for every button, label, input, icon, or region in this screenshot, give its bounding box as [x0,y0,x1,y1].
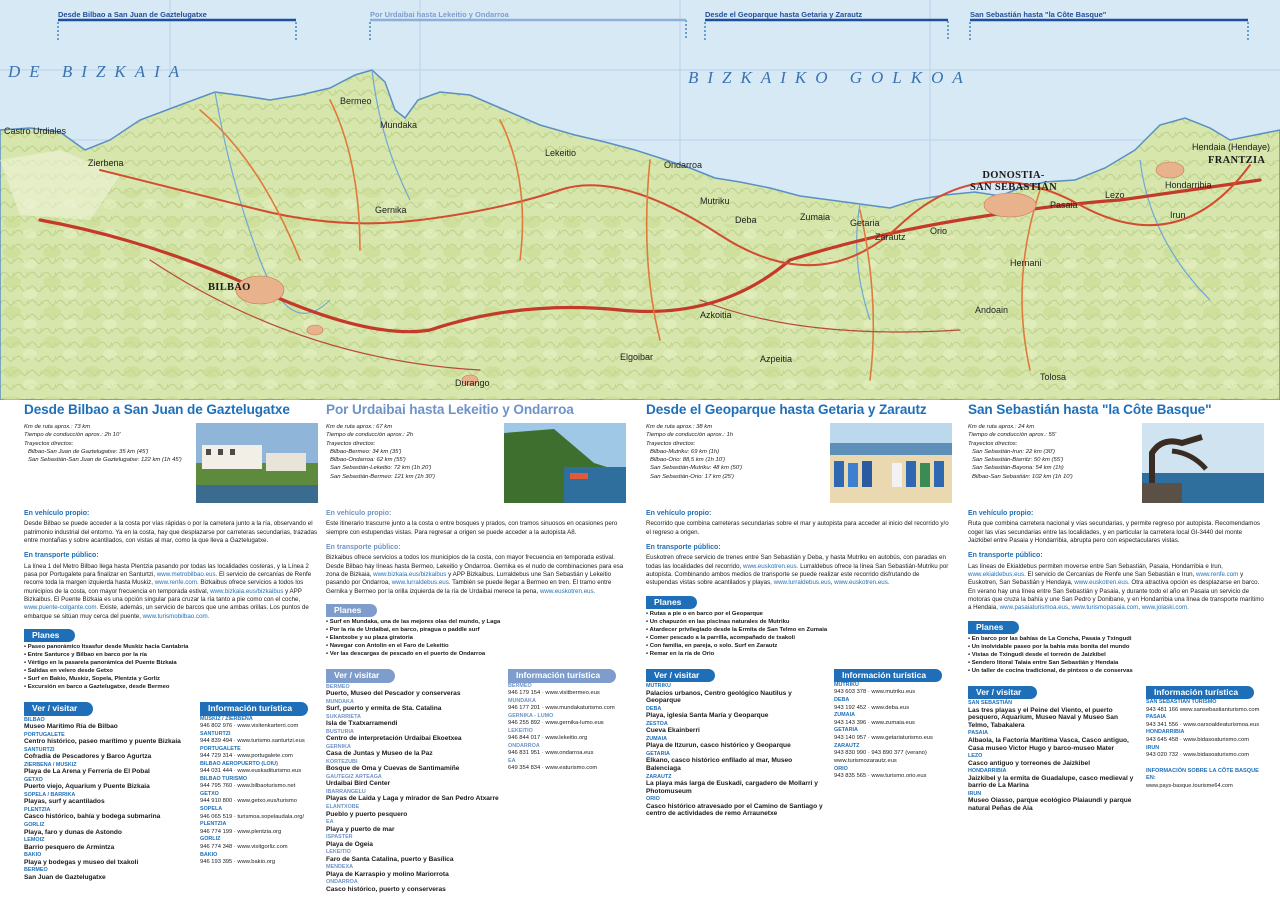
plan-item: • Remar en la ría de Orio [646,651,952,659]
visit-item: Playa, faro y dunas de Astondo [24,828,122,836]
info-contact[interactable]: 943 645 458 · www.bidasoaturismo.com [1146,736,1250,743]
visit-item: Cueva Ekainberri [646,727,700,735]
planes-list [968,636,1264,676]
planes-list [646,611,952,659]
info-town: ONDARROA [508,742,540,749]
route-fact: Km de ruta aprox.: 67 km [326,423,393,430]
visit-town: SUKARRIETA [326,713,361,720]
info-office [508,758,626,773]
plan-item: • Elantxobe y su plaza giratoria [326,635,626,643]
transport-text: La línea 1 del Metro Bilbao llega hasta Plentzia pasando por todas las localidades costeras, y la Línea 2 pasa por Portugalete para finalizar en Santurtzi, www.metrobilbao.eus. El servicio de cercanías de Renfe recorre toda la margen izquierda hasta Muskiz, www.renfe.com. Bizkaibus ofrece servicios a todos los municipios de la costa, con mayor frecuencia en temporada estival, www.bizkaia.eus/bizkaibus y APP Bizkaibus. El Puente Bizkaia es una opción singular para cruzar la ría tanto a pie como con el coche, www.puente-colgante.com. Existe, además, un servicio de barcos que une ambas orillas. Los puntos de embarque se sitúan muy cerca del puente, www.turismobilbao.com. [24,562,312,620]
info-office [508,713,626,728]
place-name: Pasaia [1050,200,1078,210]
route-facts [646,423,742,503]
info-town: GORLIZ [200,836,221,843]
visit-section [326,661,500,893]
info-section [834,661,952,818]
info-town: MUSKIZ / ZIERBENA [200,715,253,722]
transport-heading: En transporte público: [646,544,721,551]
planes-header: Planes [968,621,1019,634]
place-name: Ondarroa [664,160,703,170]
route-map[interactable] [0,0,1280,400]
visit-town: ZARAUTZ [646,773,672,780]
place-name: Lekeitio [545,148,577,158]
visit-town: IRUN [968,790,982,797]
route-facts [326,423,435,503]
info-town: SANTURTZI [200,730,231,737]
route-fact: Bilbao-San Juan de Gaztelugatxe: 35 km (45') [28,448,149,455]
sea-label-bizkaia: DE BIZKAIA [8,62,189,81]
info-office [834,682,952,697]
route-fact: San Sebastián-Bermeo: 121 km (1h 30') [330,473,435,480]
place-name: Tolosa [1040,372,1067,382]
info-town: EA [508,758,516,765]
planes-header: Planes [326,604,377,617]
visit-item: Jaizkibel y la ermita de Guadalupe, casco medieval y barrio de La Marina [968,774,1134,790]
planes-header: Planes [646,596,697,609]
place-name: Zarautz [875,232,906,242]
info-town: BILBAO TURISMO [200,776,248,783]
route-panel-4 [968,402,1264,918]
place-name: Gernika [375,205,407,215]
route-fact: San Sebastián-Mutriku: 48 km (50') [650,465,743,472]
car-text: Desde Bilbao se puede acceder a la costa por vías rápidas o por la carretera junto a la ría, observando el patrimonio industrial del entorno. Ya en la costa, hay que desplazarse por carreteras secundarias, trazadas entre montañas y sobre acantilados, con vistas al mar, como la que lleva a Gaztelugatxe. [24,520,318,544]
place-name: Lezo [1105,190,1125,200]
map-route-label-1: Desde Bilbao a San Juan de Gaztelugatxe [58,10,207,19]
info-town: PORTUGALETE [200,745,241,752]
info-town: IRUN [1146,744,1160,751]
photo-zarautz [830,423,952,503]
visit-item: Centro histórico, paseo marítimo y puente Bizkaia [24,738,181,746]
visit-item: Casco histórico atravesado por el Camino de Santiago y centro de actividades de remo Arraunetxe [646,802,823,818]
place-name: Elgoibar [620,352,654,362]
plan-item: • Surf en Bakio, Muskiz, Sopela, Plentzia y Gorliz [24,676,318,684]
info-office [1146,745,1264,760]
visit-town: ISPASTER [326,834,353,841]
transport-text: Las líneas de Ekialdebus permiten moverse entre San Sebastián, Pasaia, Hondarribia e Irun, www.ekialdebus.eus. El servicio de Cercanías de Renfe une San Sebastián e Irun, www.renfe.com y Euskotren, San Sebastián y Hendaya, www.euskotren.eus. Otra atractiva opción es desplazarse en barco. En verano hay una línea entre San Sebastián y Pasaia, y durante todo el año en Pasaia un servicio de motoras que cruza la bahía y une San Pedro y Donibane, y en Hondarribia una línea de transporte marítimo a Hendaia, www.pasaiaturismoa.eus, www.turismopasaia.com, www.jolaski.com. [968,562,1264,612]
info-office [834,743,952,766]
visit-town: DEBA [646,705,662,712]
info-town: ZARAUTZ [834,742,860,749]
info-contact[interactable]: 943 603 378 · www.mutriku.eus [834,689,916,696]
visit-item: La playa más larga de Euskadi, cargadero de Mollarri y Photomuseum [646,780,818,795]
route-fact: Bilbao-Bermeo: 34 km (35') [330,448,402,455]
route-fact: San Sebastián-Bayona: 54 km (1h) [972,465,1064,472]
cote-basque-title: INFORMACIÓN SOBRE LA CÔTE BASQUE EN: [1146,767,1259,782]
route-fact: Bilbao-Orio: 88,5 km (1h 10') [650,457,726,464]
visit-item: Playa de Karraspio y molino Mariorrota [326,870,449,878]
info-office [200,731,318,746]
info-contact[interactable]: 946 255 892 · www.gernika-lumo.eus [508,720,604,727]
route-fact: Km de ruta aprox.: 24 km [968,423,1035,430]
planes-list [24,644,318,692]
visit-town: BERMEO [24,867,48,874]
visit-town: SAN SEBASTIÁN [968,700,1013,707]
info-office [200,761,318,776]
plan-item: • Un inolvidable paseo por la bahía más bonita del mundo [968,644,1264,652]
visit-item: Playa de La Arena y Ferrería de El Pobal [24,768,150,776]
visit-item: Museo Marítimo Ría de Bilbao [24,723,118,731]
place-name: Deba [735,215,757,225]
info-header: Información turística [508,669,616,682]
visit-town: HONDARRIBIA [968,768,1007,775]
visit-town: LEMOIZ [24,837,45,844]
info-contact[interactable]: 946 065 519 · turismoa.sopelaudala.org/ [200,813,305,820]
info-town: BAKIO [200,851,218,858]
info-office [200,716,318,731]
visit-town: BERMEO [326,683,350,690]
place-name: Hondarribia [1165,180,1212,190]
info-town: PLENTZIA [200,821,227,828]
route-fact: Km de ruta aprox.: 38 km [646,423,713,430]
car-text: Recorrido que combina carreteras secundarias sobre el mar y autopista para acceder al inicio del recorrido y/o el regreso a origen. [646,520,949,536]
visit-town: PLENTZIA [24,806,51,813]
visit-town: EA [326,819,334,826]
info-town: GERNIKA - LUMO [508,712,554,719]
plan-item: • Un taller de cocina tradicional, de pintxos o de conservas [968,668,1264,676]
info-contact[interactable]: 946 193 395 · www.bakio.org [200,858,276,865]
info-contact[interactable]: 944 839 494 · www.turismo.santurtzi.eus [200,737,305,744]
route-facts [24,423,182,503]
place-name: Mutriku [700,196,730,206]
route-fact: Trayectos directos: [24,440,74,447]
info-contact[interactable]: 946 844 017 · www.lekeitio.org [508,735,588,742]
info-office [834,727,952,742]
visit-item: Bosque de Oma y Cuevas de Santimamiñe [326,765,460,773]
info-section [200,694,318,881]
route-fact: Bilbao-San Sebastián: 102 km (1h 10') [972,473,1073,480]
visit-section [968,678,1138,813]
visit-town: MUTRIKU [646,683,671,690]
place-donostia: DONOSTIA- SAN SEBASTIÁN [970,170,1058,193]
panel-title: Desde Bilbao a San Juan de Gaztelugatxe [24,402,290,417]
plan-item: • Excursión en barco a Gaztelugatxe, desde Bermeo [24,684,318,692]
visit-item: Albaola, la Factoría Marítima Vasca, Casco antiguo, Casa museo Victor Hugo y barco-museo Mater [968,736,1129,752]
info-contact[interactable]: 943 192 452 · www.deba.eus [834,704,910,711]
photo-urdaibai [504,423,626,503]
car-heading: En vehículo propio: [968,509,1034,517]
info-contact[interactable]: 943 341 556 · www.oarsoaldeaturismoa.eus [1146,721,1260,728]
visit-header: Ver / visitar [326,669,395,682]
visit-town: MUNDAKA [326,698,354,705]
panel-title: San Sebastián hasta "la Côte Basque" [968,402,1212,417]
visit-item: Faro de Santa Catalina, puerto y Basílica [326,855,454,863]
route-panel-1 [24,402,318,918]
visit-section [24,694,192,881]
visit-item: Museo Oiasso, parque ecológico Plaiaundi y parque natural Peñas de Aia [968,797,1132,812]
visit-item: Las tres playas y el Peine del Viento, el puerto pesquero, Aquarium, Museo Naval y Museo San Telmo, Tabakalera [968,706,1118,729]
visit-town: PASAIA [968,730,988,737]
info-contact[interactable]: 943 830 990 · 943 890 377 (verano) www.turismozarautz.eus [834,749,927,764]
info-contact[interactable]: 943 020 732 · www.bidasoaturismo.com [1146,751,1250,758]
visit-item: Casa de Juntas y Museo de la Paz [326,750,433,758]
route-fact: Tiempo de conducción aprox.: 55' [968,432,1057,439]
info-contact[interactable]: 946 774 348 · www.visitgorliz.com [200,843,288,850]
cote-basque-info [1146,768,1264,791]
map-route-label-2: Por Urdaibai hasta Lekeitio y Ondarroa [370,10,509,19]
plan-item: • Paseo panorámico Itsasfur desde Muskiz hacia Cantabria [24,644,318,652]
route-fact: Trayectos directos: [326,440,376,447]
plan-item: • Comer pescado a la parrilla, acompañado de txakoli [646,635,952,643]
map-graphic [0,0,1280,400]
car-text: Este itinerario trascurre junto a la costa o entre bosques y prados, con tramos sinuosos en ocasiones pero siempre con estupendas vistas. Para regresar a origen se puede acceder a la autopista A8. [326,520,618,536]
route-fact: Bilbao-Mutriku: 69 km (1h) [650,448,720,455]
info-office [200,776,318,791]
route-fact: Tiempo de conducción aprox.: 2h [326,432,414,439]
route-fact: San Sebastián-Lekeitio: 72 km (1h 20') [330,465,432,472]
map-route-label-4: San Sebastián hasta "la Côte Basque" [970,10,1107,19]
info-contact[interactable]: 946 831 951 · www.ondarroa.eus [508,750,594,757]
visit-item: Casco histórico, bahía y bodega submarina [24,813,161,821]
visit-item: Surf, puerto y ermita de Sta. Catalina [326,705,442,713]
info-office [1146,714,1264,729]
info-town: HONDARRIBIA [1146,729,1185,736]
plan-item: • Entre Santurce y Bilbao en barco por la ría [24,652,318,660]
visit-town: GETARIA [646,750,670,757]
info-office [200,791,318,806]
route-fact: Trayectos directos: [646,440,696,447]
info-office [508,698,626,713]
visit-town: SANTURTZI [24,746,55,753]
visit-item: Palacios urbanos, Centro geológico Nautilus y Geoparque [646,689,792,705]
visit-item: Playa y bodegas y museo del txakoli [24,858,139,866]
route-fact: Bilbao-Ondarroa: 62 km (55') [330,457,406,464]
place-name: Irun [1170,210,1186,220]
info-contact[interactable]: 649 354 834 · www.eaturismo.com [508,765,598,772]
info-header: Información turística [200,702,308,715]
info-town: DEBA [834,697,850,704]
info-office [1146,699,1264,714]
info-office [834,766,952,781]
plan-item: • Navegar con Antolin en el Faro de Lekeitio [326,643,626,651]
place-name: Azpeitia [760,354,793,364]
plan-item: • Con familia, en pareja, o solo. Surf en Zarautz [646,643,952,651]
place-name: Zierbena [88,158,124,168]
info-contact[interactable]: 943 835 565 · www.turismo.orio.eus [834,772,927,779]
visit-town: KORTEZUBI [326,758,358,765]
visit-header: Ver / visitar [24,702,93,715]
car-heading: En vehículo propio: [24,509,90,517]
place-name: Hernani [1010,258,1042,268]
visit-item: Puerto, Museo del Pescador y conserveras [326,690,461,698]
plan-item: • Atardecer privilegiado desde la Ermita de San Telmo en Zumaia [646,627,952,635]
visit-item: Playa, iglesia Santa María y Geoparque [646,712,769,720]
info-contact[interactable]: 944 729 314 · www.portugalete.com [200,753,293,760]
visit-town: SOPELA / BARRIKA [24,791,76,798]
visit-town: LEKEITIO [326,849,351,856]
plan-item: • Ver las descargas de pescado en el puerto de Ondarroa [326,651,626,659]
info-town: BERMEO [508,682,532,689]
visit-item: Playas de Laida y Laga y mirador de San Pedro Atxarre [326,795,499,803]
info-contact[interactable]: 944 795 760 · www.bilbaoturismo.net [200,783,296,790]
visit-item: Playa de Itzurun, casco histórico y Geoparque [646,742,791,750]
info-town: SAN SEBASTIÁN TURISMO [1146,699,1217,706]
panel-title: Por Urdaibai hasta Lekeitio y Ondarroa [326,402,574,417]
info-office [200,836,318,851]
visit-item: Pueblo y puerto pesquero [326,810,408,818]
info-office [200,852,318,867]
place-name: Andoain [975,305,1009,315]
planes-list [326,619,626,659]
place-bilbao: BILBAO [208,282,251,293]
info-town: ORIO [834,765,848,772]
visit-item: Playa de Ogeia [326,840,373,848]
visit-town: ZESTOA [646,720,668,727]
place-name: Zumaia [800,212,831,222]
visit-town: ZIERBENA / MUSKIZ [24,761,77,768]
plan-item: • Sendero litoral Talaia entre San Sebastián y Hendaia [968,660,1264,668]
visit-item: Casco histórico, puerto y conserveras [326,885,446,893]
plan-item: • Rutas a pie o en barco por el Geoparque [646,611,952,619]
visit-town: ONDARROA [326,879,358,886]
info-office [834,697,952,712]
plan-item: • Por la ría de Urdaibai, en barco, piragua o paddle surf [326,627,626,635]
planes-header: Planes [24,629,75,642]
info-town: MUTRIKU [834,682,859,689]
transport-text: Euskotren ofrece servicio de trenes entre San Sebastián y Deba, y hasta Mutriku en autobús, con paradas en todas las localidades del recorrido, www.euskotren.eus. Lurraldebus ofrece la línea San Sebastián-Mutriku por autopista. Combinando ambos medios de transporte se puede realizar este recorrido disfrutando de estupendas vistas sobre acantilados y playas, www.lurraldebus.eus, www.euskotren.eus. [646,554,949,587]
plan-item: • Un chapuzón en las piscinas naturales de Mutriku [646,619,952,627]
info-section [508,661,626,893]
visit-town: GORLIZ [24,822,45,829]
transport-text: Bizkaibus ofrece servicios a todos los municipios de la costa, con mayor frecuencia en temporada estival. Desde Bilbao hay líneas hasta Bermeo, Lekeitio y Ondarroa. Gernika es el nudo de combinaciones para esa zona de Bizkaia, www.bizkaia.eus/bizkaibus y APP Bizkaibus. Lurraldebus une San Sebastián y Lekeitio pasando por Ondarroa, www.lurraldebus.eus. También se puede llegar a Bermeo en tren. El tramo entre Gernika y Bermeo por la orilla izquierda de la ría de Urdaibai merece la pena, www.euskotren.eus. [326,554,624,595]
info-header: Información turística [834,669,942,682]
cote-basque-link[interactable]: www.pays-basque.tourisme64.com [1146,782,1233,789]
visit-item: San Juan de Gaztelugatxe [24,873,106,881]
transport-heading: En transporte público: [326,544,401,551]
info-office [508,728,626,743]
info-town: GETARIA [834,727,858,734]
info-section [1146,678,1264,813]
visit-town: ORIO [646,796,660,803]
route-fact: Km de ruta aprox.: 73 km [24,423,91,430]
plan-item: • Salidas en velero desde Getxo [24,668,318,676]
photo-peine-del-viento [1142,423,1264,503]
visit-header: Ver / visitar [968,686,1037,699]
info-contact[interactable]: 944 031 444 · www.euskaditurismo.eus [200,768,302,775]
place-name: Azkoitia [700,310,732,320]
visit-item: Casco antiguo y torreones de Jaizkibel [968,759,1091,767]
info-contact[interactable]: 944 910 800 · www.getxo.eus/turismo [200,798,297,805]
info-town: GETXO [200,791,219,798]
info-office [508,683,626,698]
info-town: SOPELA [200,806,223,813]
route-fact: Trayectos directos: [968,440,1018,447]
plan-item: • Surf en Mundaka, una de las mejores olas del mundo, y Laga [326,619,626,627]
info-town: PASAIA [1146,714,1166,721]
place-name: Bermeo [340,96,372,106]
info-header: Información turística [1146,686,1254,699]
route-photo [1142,423,1264,503]
route-facts [968,423,1073,503]
visit-town: PORTUGALETE [24,731,65,738]
info-office [200,806,318,821]
info-contact[interactable]: 943 140 957 · www.getariaturismo.eus [834,734,933,741]
visit-item: Urdaibai Bird Center [326,780,391,788]
place-name: Mundaka [380,120,418,130]
info-office [508,743,626,758]
car-heading: En vehículo propio: [326,509,392,517]
route-fact: Tiempo de conducción aprox.: 1h [646,432,734,439]
route-photo [196,423,318,503]
visit-town: BAKIO [24,852,42,859]
visit-town: ZUMAIA [646,735,667,742]
visit-town: GAUTEGIZ ARTEAGA [326,773,382,780]
route-photo [830,423,952,503]
route-fact: San Sebastián-San Juan de Gaztelugatxe: 122 km (1h 45') [28,457,182,464]
route-panel-3 [646,402,952,918]
visit-item: Cofradía de Pescadores y Barco Agurtza [24,753,152,761]
photo-gaztelugatxe [196,423,318,503]
route-fact: San Sebastián-Orio: 17 km (25') [650,473,734,480]
route-photo [504,423,626,503]
place-name: Castro Urdiales [4,126,67,136]
visit-item: Playas, surf y acantilados [24,798,105,806]
route-panel-2 [326,402,626,918]
visit-item: Centro de interpretación Urdaibai Ekoetxea [326,735,462,743]
visit-town: LEZO [968,753,983,760]
plan-item: • Vértigo en la pasarela panorámica del Puente Bizkaia [24,660,318,668]
visit-item: Playa y puerto de mar [326,825,395,833]
info-town: MUNDAKA [508,697,536,704]
visit-town: BUSTURIA [326,728,354,735]
info-town: BILBAO AEROPUERTO (LOIU) [200,760,278,767]
info-town: ZUMAIA [834,712,855,719]
visit-item: Barrio pesquero de Armintza [24,843,115,851]
visit-section [646,661,826,818]
place-frantzia: FRANTZIA [1208,155,1266,166]
plan-item: • En barco por las bahías de La Concha, Pasaia y Txingudi [968,636,1264,644]
place-name: Orio [930,226,948,236]
visit-town: GETXO [24,776,43,783]
route-fact: San Sebastián-Biarritz: 50 km (55') [972,457,1064,464]
car-text: Ruta que combina carretera nacional y vías secundarias, y permite regreso por autopista. Recomendamos coger las vías secundarias entre las localidades, y en particular la carretera local GI-3440 del monte Jaizkibel entre Pasaia y Hondarribia, abrupta pero con espectaculares vistas. [968,520,1260,544]
visit-item: Elkano, casco histórico enfilado al mar, Museo Balenciaga [646,757,793,773]
route-fact: San Sebastián-Irun: 22 km (30') [972,448,1055,455]
info-contact[interactable]: 946 802 976 · www.visitenkarterri.com [200,722,299,729]
transport-heading: En transporte público: [968,552,1043,560]
info-office [200,746,318,761]
info-office [1146,729,1264,744]
info-contact[interactable]: 943 481 166 www.sansebastianturismo.com [1146,706,1260,713]
plan-item: • Vistas de Txingudi desde el torreón de Jaizkibel [968,652,1264,660]
info-town: LEKEITIO [508,727,533,734]
map-route-label-3: Desde el Geoparque hasta Getaria y Zarautz [705,10,863,19]
panel-title: Desde el Geoparque hasta Getaria y Zarautz [646,402,927,417]
place-name: Durango [455,378,490,388]
transport-heading: En transporte público: [24,552,99,560]
visit-item: Puerto viejo, Aquarium y Puente Bizkaia [24,783,150,791]
visit-header: Ver / visitar [646,669,715,682]
visit-town: BILBAO [24,716,45,723]
place-name: Hendaia (Hendaye) [1192,142,1271,152]
info-contact[interactable]: 946 774 199 · www.plentzia.org [200,828,282,835]
route-fact: Tiempo de conducción aprox.: 2h 10' [24,432,121,439]
info-contact[interactable]: 946 179 154 · www.visitbermeo.eus [508,689,600,696]
place-name: Getaria [850,218,880,228]
visit-town: GERNIKA [326,743,351,750]
visit-town: IBARRANGELU [326,788,366,795]
info-office [200,821,318,836]
visit-town: ELANTXOBE [326,804,360,811]
visit-item: Isla de Txatxarramendi [326,720,398,728]
car-heading: En vehículo propio: [646,509,712,517]
sea-label-golkoa: BIZKAIKO GOLKOA [688,68,972,87]
info-office [834,712,952,727]
info-contact[interactable]: 946 177 201 · www.mundakaturismo.com [508,704,615,711]
info-contact[interactable]: 943 143 396 · www.zumaia.eus [834,719,915,726]
visit-town: MENDEXA [326,864,353,871]
